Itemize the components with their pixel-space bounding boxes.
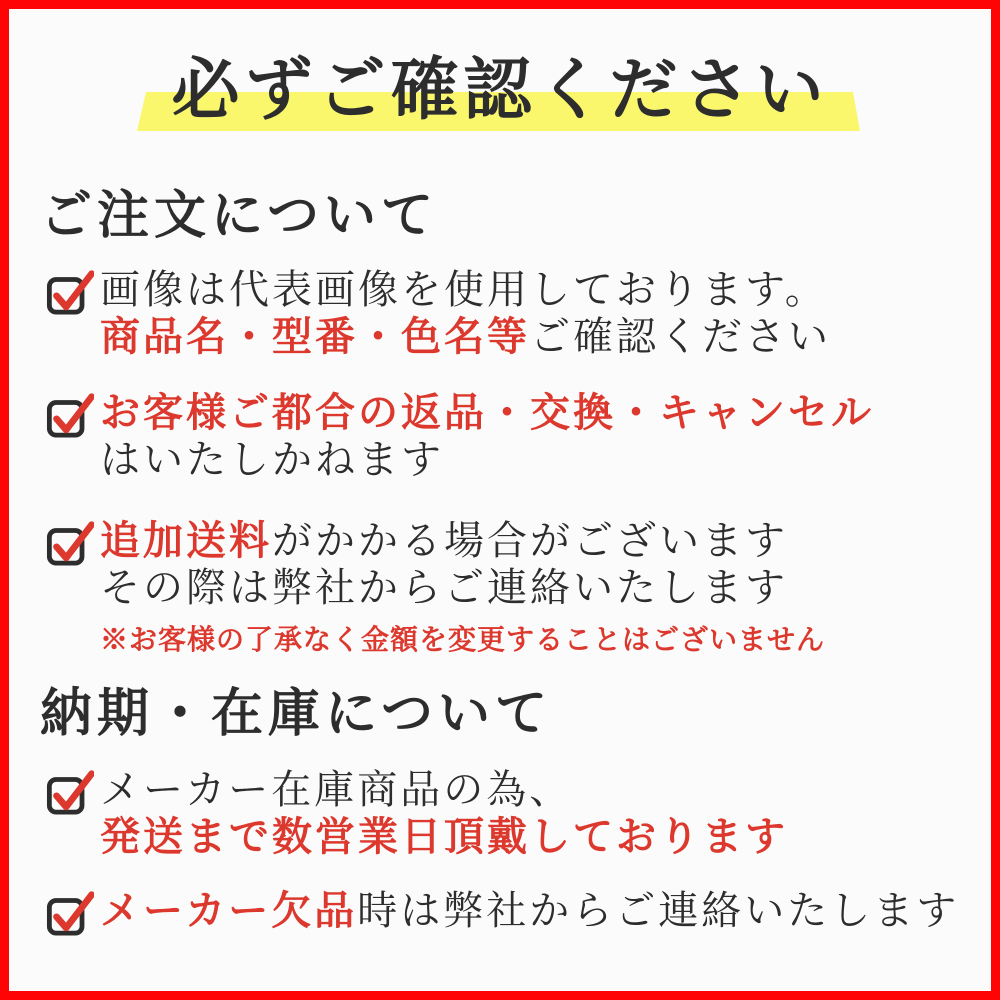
text-segment-red: 発送まで数営業日頂戴しております <box>100 814 788 859</box>
item-text <box>100 766 788 860</box>
checkbox-icon <box>46 889 94 937</box>
item-text <box>100 389 874 483</box>
checkbox-icon <box>46 268 94 316</box>
price-change-note: ※お客様の了承なく金額を変更することはございません <box>100 625 826 656</box>
text-segment-red: 商品名・型番・色名等 <box>100 314 530 359</box>
text-segment: ご確認ください <box>530 314 831 359</box>
text-segment: メーカー在庫商品の為、 <box>100 767 573 812</box>
text-segment: 時は弊社からご連絡いたします <box>357 888 960 933</box>
text-segment: その際は弊社からご連絡いたします <box>100 565 788 610</box>
notice-item-maker-shortage <box>46 887 959 937</box>
notice-item-maker-stock <box>46 766 788 860</box>
item-line <box>100 564 825 611</box>
text-segment-red: 追加送料 <box>100 518 272 563</box>
item-text <box>100 266 831 360</box>
item-text <box>100 517 825 658</box>
text-segment: 画像は代表画像を使用しております。 <box>100 267 828 312</box>
notice-item-representative-image <box>46 266 831 360</box>
item-line <box>100 813 788 860</box>
section-heading-order: ご注文について <box>40 188 438 245</box>
text-segment: がかかる場合がございます <box>272 518 788 563</box>
section-heading-stock: 納期・在庫について <box>40 686 552 743</box>
notice-item-extra-shipping <box>46 517 825 658</box>
notice-item-no-returns <box>46 389 874 483</box>
checkbox-icon <box>46 519 94 567</box>
text-segment: はいたしかねます <box>100 437 444 482</box>
item-text <box>100 887 959 934</box>
item-line <box>100 887 959 934</box>
text-segment-red: メーカー欠品 <box>100 888 358 933</box>
item-line <box>100 389 874 436</box>
item-line <box>100 313 831 360</box>
item-line <box>100 766 788 813</box>
text-segment-red: お客様ご都合の返品・交換・キャンセル <box>100 390 874 435</box>
item-line <box>100 436 874 483</box>
item-line <box>100 266 831 313</box>
item-line <box>100 517 825 564</box>
checkbox-icon <box>46 768 94 816</box>
checkbox-icon <box>46 391 94 439</box>
page-title: 必ずご確認ください <box>171 52 829 128</box>
